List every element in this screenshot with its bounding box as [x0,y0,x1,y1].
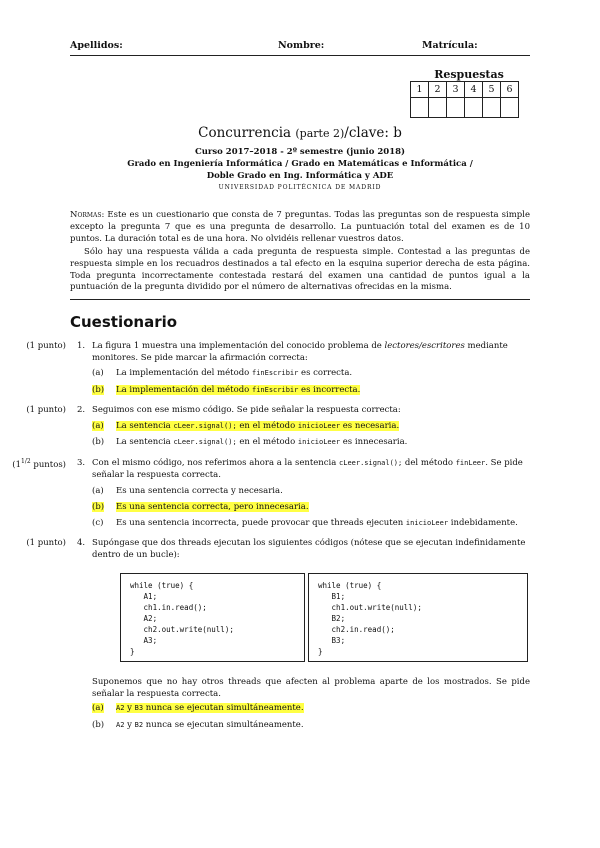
q4-text-after: Suponemos que no hay otros threads que afecten al problema aparte de los mostrados. Se pide señalar la respuesta correcta. [92,677,530,699]
option-text: La implementación del método [116,385,252,395]
header-rule [70,55,530,56]
rules-paragraph-1 [70,210,530,245]
option-label: (b) [92,720,105,730]
option-text: Es una sentencia incorrecta, puede provocar que threads ejecuten [116,518,406,528]
q4-number: 4. [77,538,86,548]
q2-text: Seguimos con ese mismo código. Se pide señalar la respuesta correcta: [92,405,401,415]
option-code: A2 [116,704,125,712]
option-text: es incorrecta. [298,385,361,395]
option-text: en el método [236,421,298,431]
answer-number: 4 [465,82,483,98]
option-code: finEscribir [251,386,299,394]
option-code: B3 [134,704,144,712]
q4-text: Supóngase que dos threads ejecutan los siguientes códigos (nótese que se ejecutan indefinidamente dentro de un bucle): [92,538,526,560]
q1-text [92,341,530,365]
option-text: y [124,703,135,713]
option-code: inicioLeer [297,438,341,446]
answer-number: 1 [411,82,429,98]
q3-text [92,458,530,482]
option-code: finEscribir [251,369,299,377]
option-text: es innecesaria. [340,437,408,447]
answers-grid [410,81,519,118]
option-code: B2 [134,721,144,729]
university-name: UNIVERSIDAD POLITÉCNICA DE MADRID [218,184,382,191]
option-label: (b) [92,502,105,512]
answer-number: 6 [501,82,519,98]
answer-number: 5 [483,82,501,98]
answer-cell[interactable] [501,98,519,118]
option-label: (c) [92,518,104,528]
points-unit: puntos) [30,459,66,470]
option-text: nunca se ejecutan simultáneamente. [143,703,304,713]
student-id-label: Matrícula: [422,40,478,51]
option-label: (a) [92,368,104,378]
option-text: La sentencia [116,421,174,431]
option-text: indebidamente. [448,518,518,528]
option-code: cLeer.signal(); [173,422,237,430]
title-key: /clave: b [344,125,402,141]
code-thread-b: while (true) { B1; ch1.out.write(null); B2; ch2.in.read(); B3; } [318,581,422,656]
q1-text-a: La figura 1 muestra una implementación del conocido problema de [92,341,385,351]
title-subject: Concurrencia [198,125,292,141]
option-label: (a) [92,703,104,713]
answer-cell[interactable] [447,98,465,118]
q3-text-code2: finLeer [455,459,486,467]
points-whole: (1 [12,459,22,470]
code-block-thread-a [120,573,305,662]
q3-option-b[interactable] [92,502,512,514]
q2-option-b[interactable] [92,437,512,449]
q1-text-b: mediante monitores. Se pide marcar la afirmación correcta: [92,341,508,363]
option-label: (a) [92,421,104,431]
code-thread-a: while (true) { A1; ch1.in.read(); A2; ch2.out.write(null); A3; } [130,581,234,656]
option-text: en el método [236,437,298,447]
q2-points: (1 punto) [26,405,66,415]
q4-option-a[interactable] [92,703,512,715]
answer-cell[interactable] [411,98,429,118]
option-label: (a) [92,486,104,496]
q4-points: (1 punto) [26,538,66,548]
name-label: Nombre: [278,40,325,51]
q1-text-em: lectores/escritores [384,341,465,351]
q1-number: 1. [77,341,86,351]
answer-number: 3 [447,82,465,98]
answer-cell[interactable] [465,98,483,118]
answers-title: Respuestas [434,68,504,81]
answer-cell[interactable] [429,98,447,118]
option-label: (b) [92,437,105,447]
option-label: (b) [92,385,105,395]
q1-option-a[interactable] [92,368,512,380]
degree-line-1: Grado en Ingeniería Informática / Grado en Matemáticas e Informática / [127,159,473,169]
option-code: inicioLeer [297,422,341,430]
title-part: (parte 2) [295,127,345,140]
q1-option-b[interactable] [92,385,512,397]
q3-option-a[interactable] [92,486,512,498]
option-text: Es una sentencia correcta, pero innecesaria. [116,502,309,512]
rules-text-1: : Este es un cuestionario que consta de 7 preguntas. Todas las preguntas son de respuesta simple excepto la pregunta 7 que es una pregunta de desarrollo. La puntuación total del examen es de 10 puntos. La duración total es de una hora. No olvidéis rellenar vuestros datos. [70,210,530,244]
q3-points [4,458,66,470]
answer-cell[interactable] [483,98,501,118]
q3-text-c: . Se pide señalar la respuesta correcta. [92,458,523,480]
code-block-thread-b [308,573,528,662]
option-code: inicioLeer [405,519,449,527]
rules-divider [70,299,530,300]
q3-text-b: del método [402,458,456,468]
answer-number: 2 [429,82,447,98]
course-line: Curso 2017–2018 - 2º semestre (junio 2018) [194,147,406,157]
section-title: Cuestionario [70,313,178,331]
option-text: es necesaria. [340,421,400,431]
option-text: es correcta. [298,368,353,378]
option-code: A2 [116,721,125,729]
option-code: cLeer.signal(); [173,438,237,446]
option-text: La implementación del método [116,368,252,378]
q3-text-a: Con el mismo código, nos referimos ahora a la sentencia [92,458,340,468]
q4-option-b[interactable] [92,720,512,732]
option-text: La sentencia [116,437,174,447]
option-text: y [124,720,135,730]
exam-title [0,125,600,141]
surname-label: Apellidos: [70,40,123,51]
q3-text-code: cLeer.signal(); [339,459,403,467]
degree-line-2: Doble Grado en Ing. Informática y ADE [206,171,394,181]
points-fraction: 1/2 [21,458,31,465]
rules-paragraph-2: Sólo hay una respuesta válida a cada pregunta de respuesta simple. Contestad a las preguntas de respuesta simple en los recuadros destinados a tal efecto en la esquina superior derecha de esta página. Toda pregunta incorrectamente contestada restará del examen una cantidad de puntos igual a la puntuación de la pregunta dividido por el número de alternativas ofrecidas en la misma. [70,247,530,293]
q3-number: 3. [77,458,86,468]
q2-option-a[interactable] [92,421,512,433]
q3-option-c[interactable] [92,518,528,530]
rules-label: Normas [70,210,102,220]
option-text: nunca se ejecutan simultáneamente. [143,720,304,730]
q2-number: 2. [77,405,86,415]
q1-points: (1 punto) [26,341,66,351]
option-text: Es una sentencia correcta y necesaria. [116,486,283,496]
